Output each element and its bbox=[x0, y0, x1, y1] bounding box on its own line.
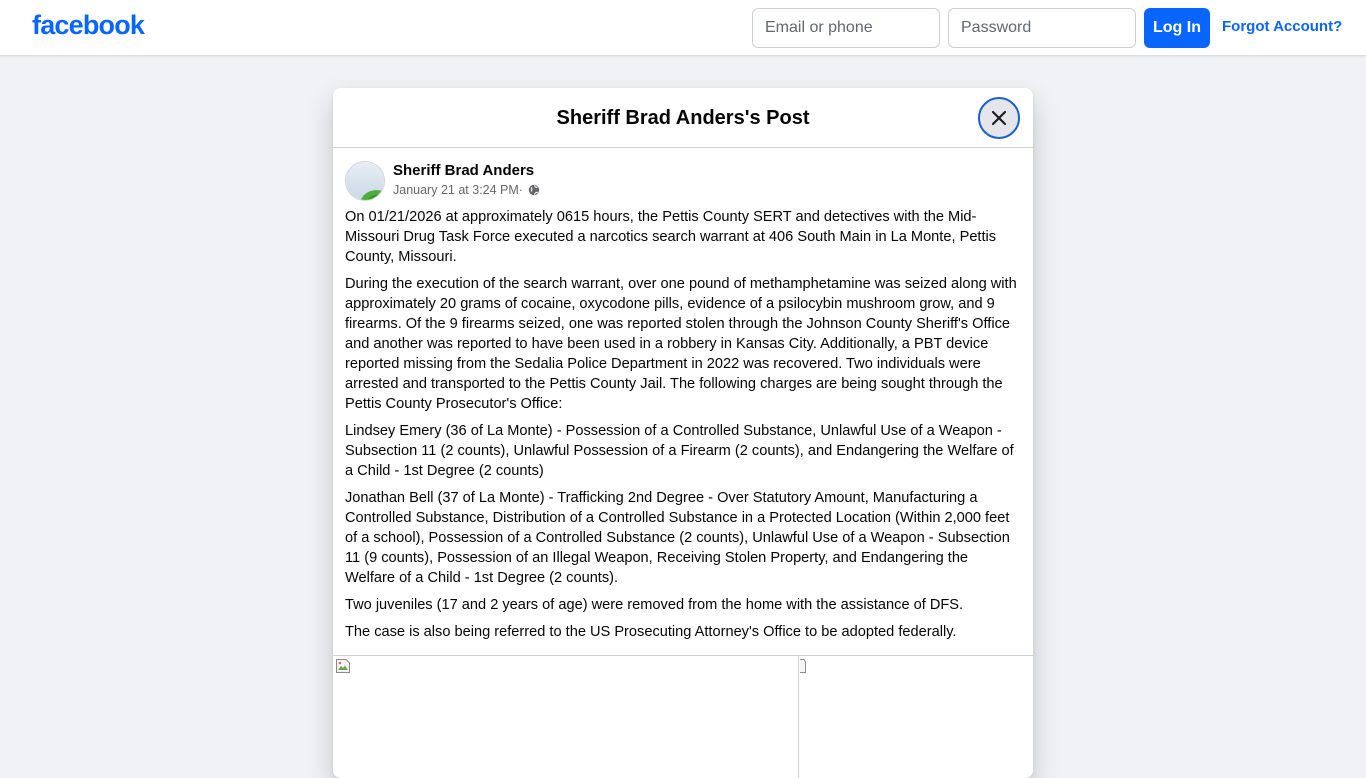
close-button[interactable] bbox=[978, 97, 1020, 139]
post-body bbox=[345, 207, 1021, 649]
post-photo-2[interactable] bbox=[800, 656, 1033, 778]
post-author-row bbox=[345, 161, 1005, 201]
avatar[interactable] bbox=[345, 161, 385, 201]
post-photo-grid bbox=[333, 655, 1033, 778]
avatar-image bbox=[346, 162, 385, 201]
post-meta bbox=[393, 183, 540, 197]
meta-separator: · bbox=[518, 183, 523, 197]
post-timestamp[interactable]: January 21 at 3:24 PM bbox=[393, 183, 519, 197]
broken-image-icon bbox=[800, 658, 806, 674]
dialog-title: Sheriff Brad Anders's Post bbox=[556, 107, 810, 129]
forgot-account-link[interactable]: Forgot Account? bbox=[1222, 18, 1343, 35]
dialog-header bbox=[333, 88, 1033, 148]
password-input[interactable] bbox=[948, 8, 1136, 48]
broken-image-icon bbox=[335, 658, 351, 674]
email-input[interactable] bbox=[752, 8, 940, 48]
post-photo-1[interactable] bbox=[333, 656, 799, 778]
login-button[interactable]: Log In bbox=[1144, 8, 1210, 48]
post-paragraph: Jonathan Bell (37 of La Monte) - Trafficking 2nd Degree - Over Statutory Amount, Manufacturing a Controlled Substance, Distribution of a Controlled Substance in a Protected Location (Within 2,000 feet of a school), Possession of a Controlled Substance (2 counts), Unlawful Use of a Weapon - Subsection 11 (9 counts), Possession of an Illegal Weapon, Receiving Stolen Property, and Endangering the Welfare of a Child - 1st Degree (2 counts). bbox=[345, 490, 1010, 586]
post-paragraph: On 01/21/2026 at approximately 0615 hours, the Pettis County SERT and detectives with the Mid-Missouri Drug Task Force executed a narcotics search warrant at 406 South Main in La Monte, Pettis County, Missouri. bbox=[345, 209, 997, 265]
top-navigation-bar bbox=[0, 0, 1366, 56]
post-paragraph: During the execution of the search warrant, over one pound of methamphetamine was seized along with approximately 20 grams of cocaine, oxycodone pills, evidence of a psilocybin mushroom grow, and 9 firearms. Of the 9 firearms seized, one was reported stolen through the Johnson County Sheriff's Office and another was reported to have been used in a robbery in Kansas City. Additionally, a PBT device reported missing from the Sedalia Police Department in 2022 was recovered. Two individuals were arrested and transported to the Pettis County Jail. The following charges are being sought through the Pettis County Prosecutor's Office: bbox=[345, 276, 1017, 412]
close-icon bbox=[989, 108, 1009, 128]
globe-icon bbox=[528, 184, 540, 196]
facebook-logo[interactable]: facebook bbox=[32, 10, 145, 40]
post-author-name[interactable]: Sheriff Brad Anders bbox=[393, 162, 535, 179]
post-paragraph: Two juveniles (17 and 2 years of age) were removed from the home with the assistance of DFS. bbox=[345, 597, 964, 613]
post-paragraph: Lindsey Emery (36 of La Monte) - Possession of a Controlled Substance, Unlawful Use of a Weapon - Subsection 11 (2 counts), Unlawful Possession of a Firearm (2 counts), and Endangering the Welfare of a Child - 1st Degree (2 counts) bbox=[345, 423, 1014, 479]
post-dialog bbox=[333, 88, 1033, 778]
post-paragraph: The case is also being referred to the US Prosecuting Attorney's Office to be adopted federally. bbox=[345, 624, 957, 640]
